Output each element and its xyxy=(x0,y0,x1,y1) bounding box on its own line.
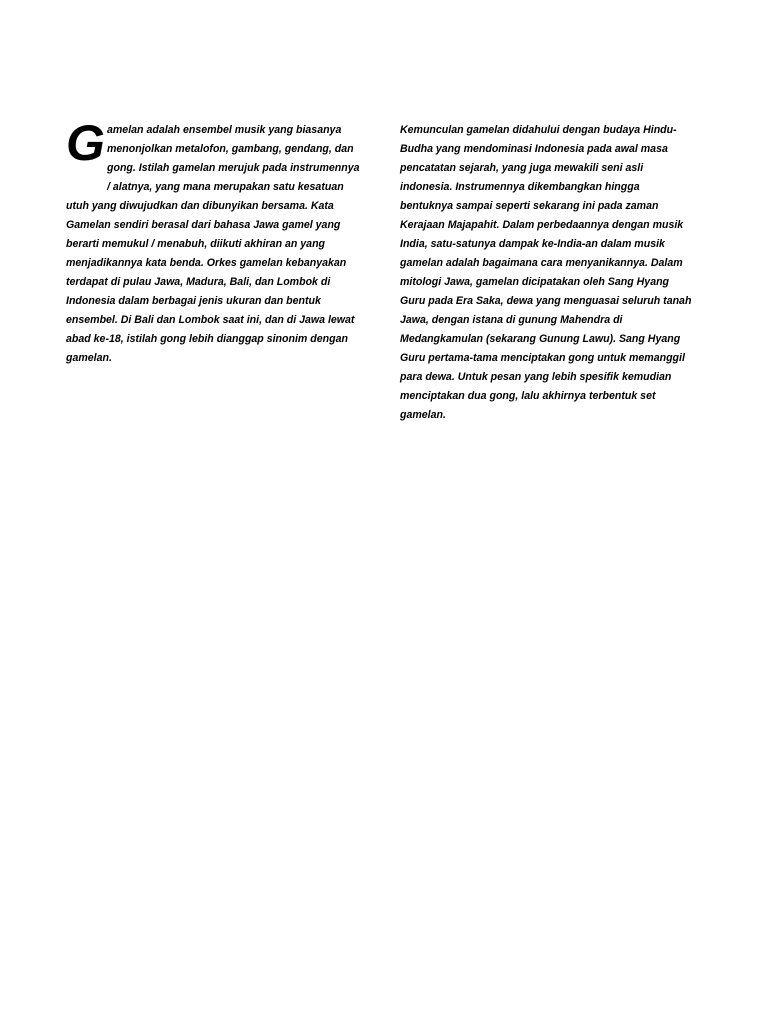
text-line: Kerajaan Majapahit. Dalam perbedaannya dengan musik xyxy=(400,219,684,231)
text-line: Kemunculan gamelan didahului dengan budaya Hindu- xyxy=(400,124,677,136)
text-line: menonjolkan metalofon, gambang, gendang, dan xyxy=(107,143,354,155)
text-line: gong. Istilah gamelan merujuk pada instrumennya xyxy=(107,162,360,174)
text-line: abad ke-18, istilah gong lebih dianggap sinonim dengan xyxy=(66,333,348,345)
text-line: pencatatan sejarah, yang juga mewakili seni asli xyxy=(400,162,644,174)
text-line: Budha yang mendominasi Indonesia pada awal masa xyxy=(400,143,668,155)
text-line: gamelan. xyxy=(400,409,446,421)
right-column-paragraph xyxy=(400,121,706,425)
text-line: ensembel. Di Bali dan Lombok saat ini, dan di Jawa lewat xyxy=(66,314,355,326)
text-line: terdapat di pulau Jawa, Madura, Bali, dan Lombok di xyxy=(66,276,331,288)
text-line: utuh yang diwujudkan dan dibunyikan bersama. Kata xyxy=(66,200,334,212)
text-line: menciptakan dua gong, lalu akhirnya terbentuk set xyxy=(400,390,656,402)
text-line: Gamelan sendiri berasal dari bahasa Jawa gamel yang xyxy=(66,219,341,231)
text-line: mitologi Jawa, gamelan dicipatakan oleh Sang Hyang xyxy=(400,276,670,288)
left-column-paragraph xyxy=(66,121,368,368)
drop-cap: G xyxy=(66,115,104,171)
text-line: para dewa. Untuk pesan yang lebih spesifik kemudian xyxy=(400,371,672,383)
text-line: indonesia. Instrumennya dikembangkan hingga xyxy=(400,181,640,193)
text-line: India, satu-satunya dampak ke-India-an dalam musik xyxy=(400,238,665,250)
text-line: berarti memukul / menabuh, diikuti akhiran an yang xyxy=(66,238,326,250)
text-line: gamelan adalah bagaimana cara menyanikannya. Dalam xyxy=(400,257,683,269)
text-line: Indonesia dalam berbagai jenis ukuran dan bentuk xyxy=(66,295,321,307)
text-line: amelan adalah ensembel musik yang biasanya xyxy=(107,124,342,136)
text-line: / alatnya, yang mana merupakan satu kesatuan xyxy=(107,181,344,193)
text-line: menjadikannya kata benda. Orkes gamelan kebanyakan xyxy=(66,257,347,269)
text-line: Guru pertama-tama menciptakan gong untuk memanggil xyxy=(400,352,685,364)
text-line: gamelan. xyxy=(66,352,112,364)
text-line: Guru pada Era Saka, dewa yang menguasai seluruh tanah xyxy=(400,295,692,307)
text-line: Jawa, dengan istana di gunung Mahendra di xyxy=(400,314,623,326)
text-line: Medangkamulan (sekarang Gunung Lawu). Sang Hyang xyxy=(400,333,681,345)
text-line: bentuknya sampai seperti sekarang ini pada zaman xyxy=(400,200,659,212)
